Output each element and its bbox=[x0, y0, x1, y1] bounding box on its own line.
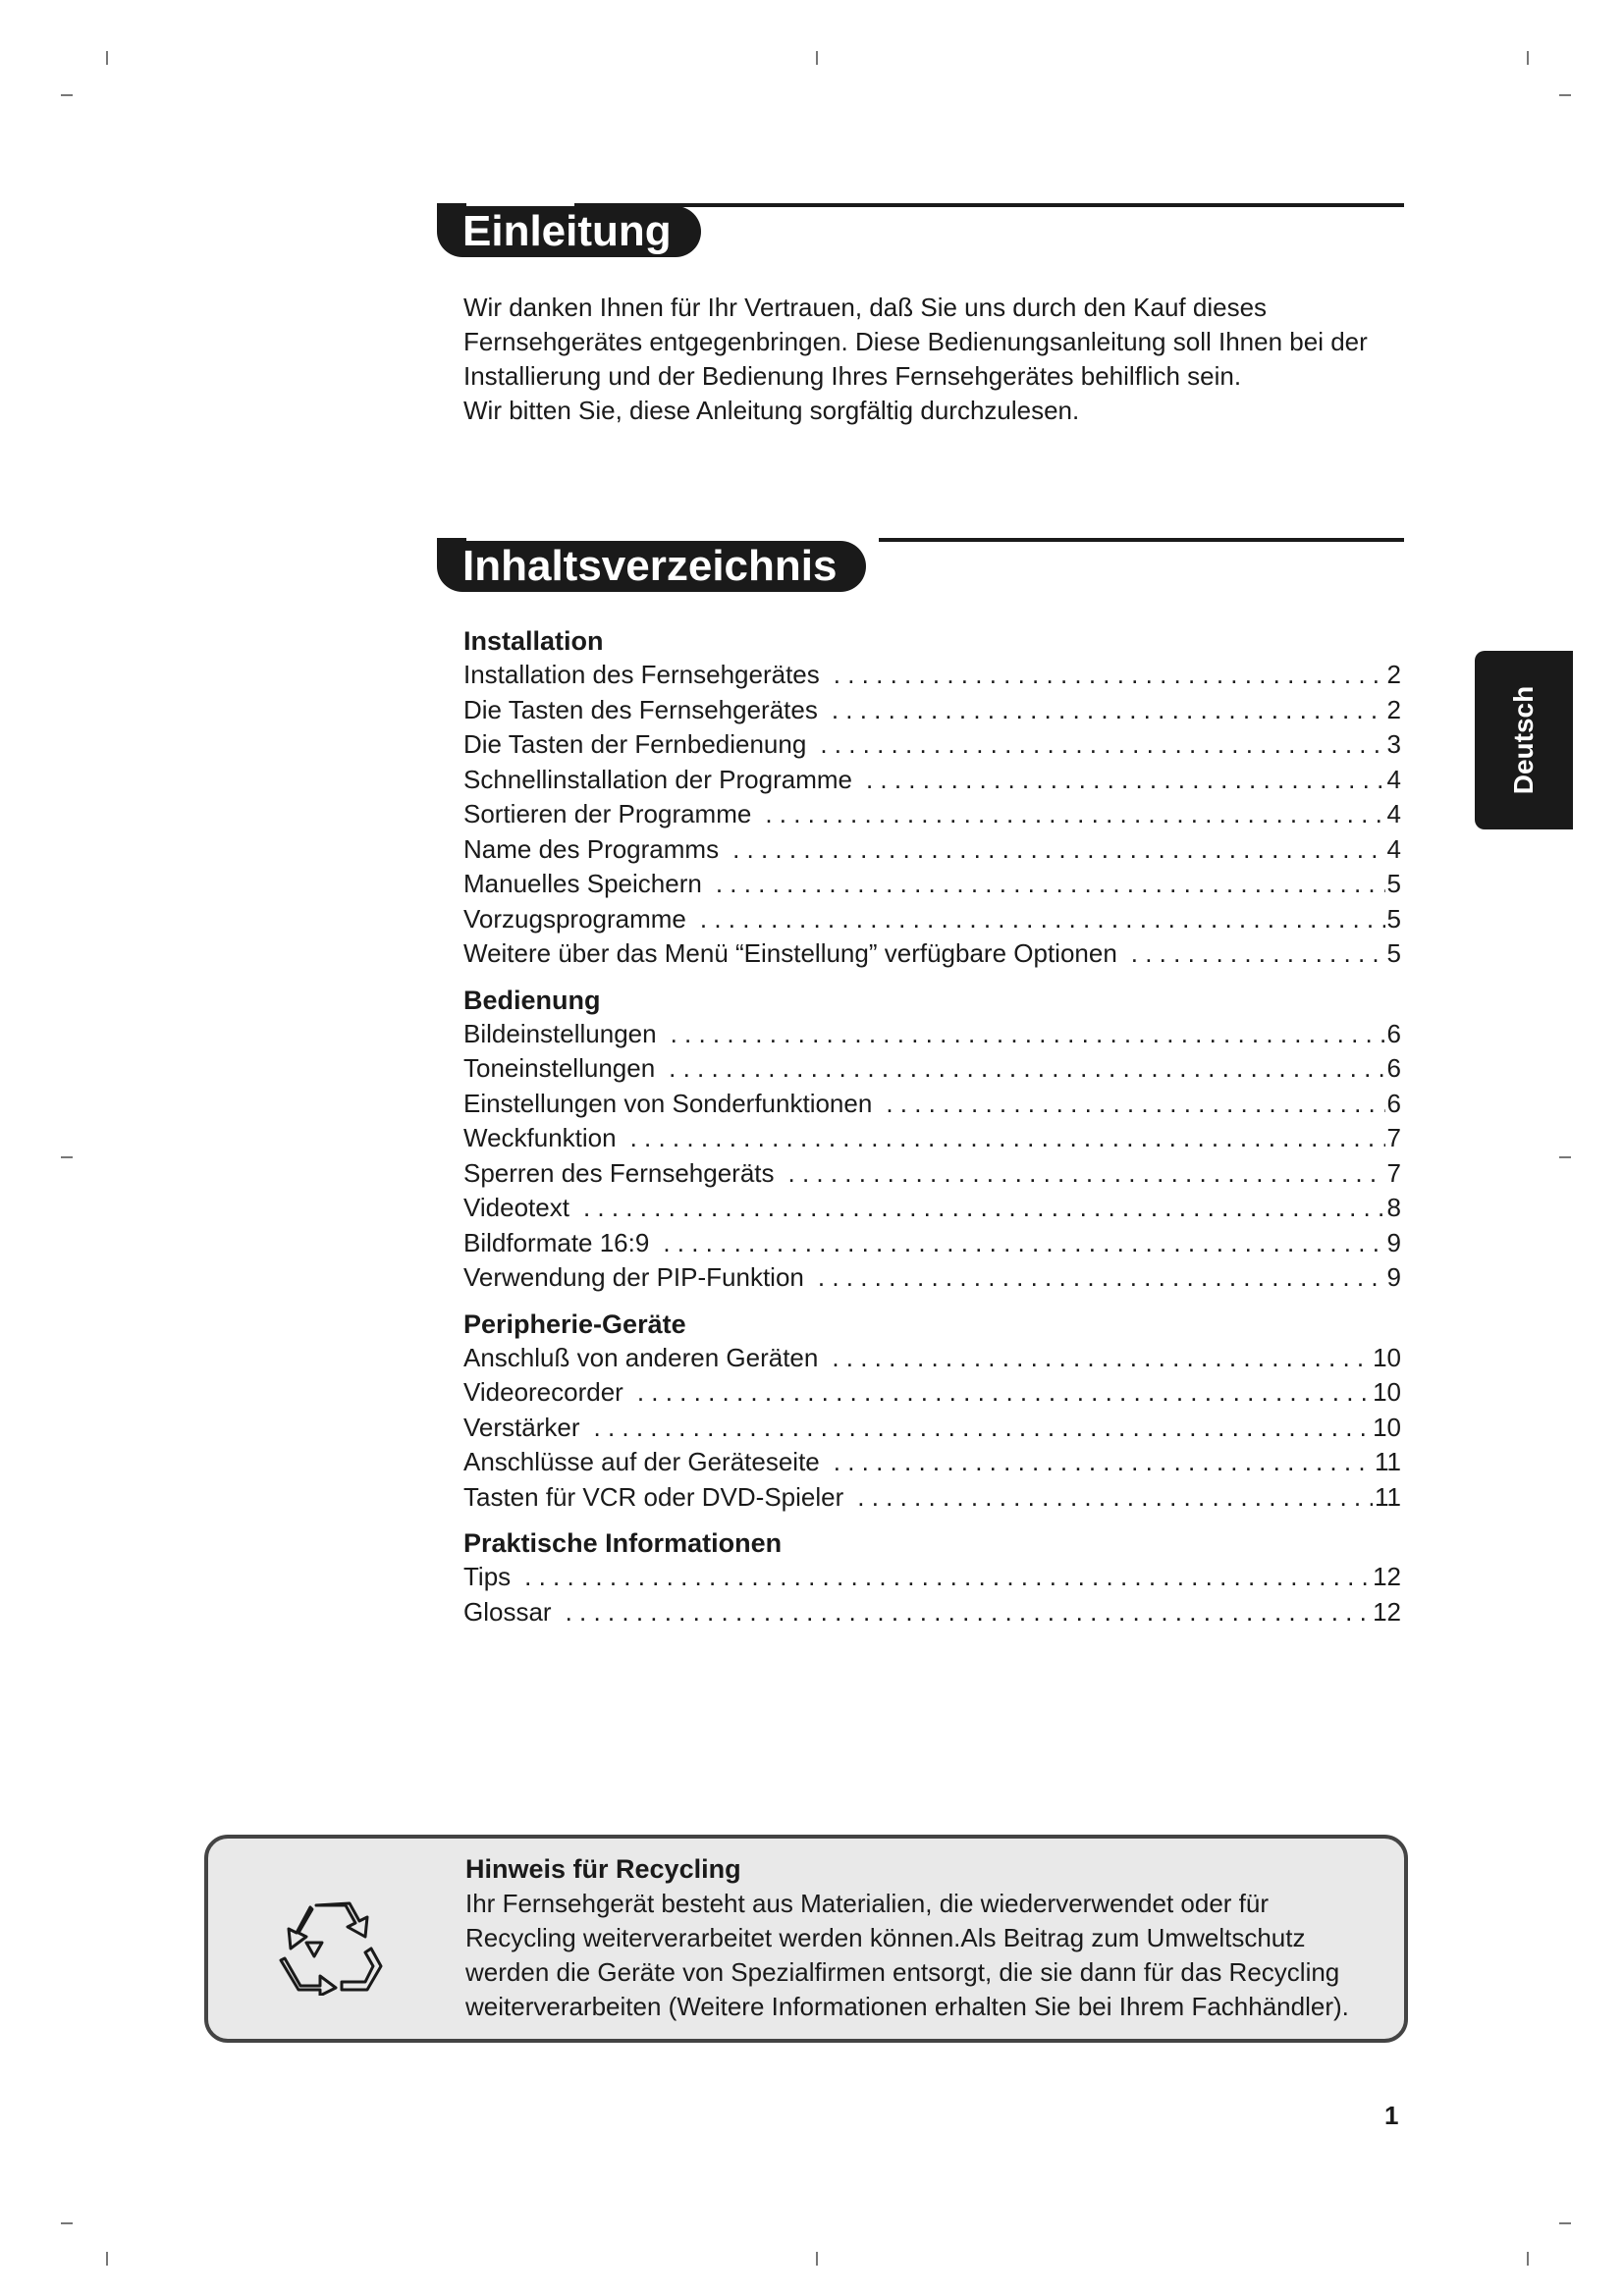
toc-entry-text: Verstärker bbox=[463, 1412, 580, 1442]
toc-entry bbox=[463, 1445, 1401, 1480]
toc-entry-text: Anschlüsse auf der Geräteseite bbox=[463, 1447, 820, 1476]
toc-entry bbox=[463, 1051, 1401, 1087]
intro-heading bbox=[437, 203, 1404, 262]
toc-entry-text: Weckfunktion bbox=[463, 1123, 617, 1152]
toc-entry bbox=[463, 1411, 1401, 1446]
toc-entry-page: 9 bbox=[1386, 1262, 1401, 1292]
toc-heading bbox=[437, 538, 1404, 597]
toc-leader-dots bbox=[818, 1260, 1385, 1296]
toc-leader-dots bbox=[834, 658, 1385, 693]
toc-entry-page: 12 bbox=[1373, 1562, 1401, 1591]
toc-entry-text: Toneinstellungen bbox=[463, 1053, 656, 1083]
recycling-notice bbox=[204, 1835, 1408, 2043]
crop-mark bbox=[61, 2222, 73, 2224]
toc-leader-dots bbox=[700, 902, 1385, 937]
toc-entry-text: Einstellungen von Sonderfunktionen bbox=[463, 1088, 873, 1118]
recycling-body bbox=[465, 1887, 1398, 2024]
recycling-title: Hinweis für Recycling bbox=[465, 1854, 741, 1884]
toc-entry bbox=[463, 658, 1401, 693]
toc-entry-text: Vorzugsprogramme bbox=[463, 903, 686, 934]
toc-entry-page: 4 bbox=[1386, 764, 1401, 794]
toc-entry-page: 7 bbox=[1386, 1157, 1401, 1188]
toc-entry-text: Manuelles Speichern bbox=[463, 869, 702, 898]
toc-entry-text: Verwendung der PIP-Funktion bbox=[463, 1262, 804, 1292]
intro-line: Wir bitten Sie, diese Anleitung sorgfältig durchzulesen. bbox=[463, 396, 1080, 425]
toc-entry-page: 11 bbox=[1375, 1447, 1401, 1476]
toc-entry-text: Tips bbox=[463, 1562, 512, 1591]
table-of-contents bbox=[463, 624, 1401, 1629]
toc-leader-dots bbox=[832, 1341, 1371, 1376]
recycling-line: Ihr Fernsehgerät besteht aus Materialien, die wiederverwendet oder für bbox=[465, 1889, 1269, 1918]
toc-leader-dots bbox=[566, 1595, 1372, 1630]
toc-leader-dots bbox=[583, 1191, 1385, 1226]
toc-leader-dots bbox=[765, 797, 1384, 832]
toc-entry bbox=[463, 902, 1401, 937]
toc-entry-text: Videorecorder bbox=[463, 1377, 623, 1407]
toc-entry-text: Glossar bbox=[463, 1596, 552, 1627]
toc-leader-dots bbox=[866, 763, 1385, 798]
toc-entry-page: 4 bbox=[1386, 799, 1401, 828]
intro-line: Fernsehgerätes entgegenbringen. Diese Bedienungsanleitung soll Ihnen bei der bbox=[463, 327, 1368, 356]
toc-leader-dots bbox=[834, 1445, 1373, 1480]
toc-leader-dots bbox=[788, 1156, 1385, 1192]
toc-leader-dots bbox=[857, 1480, 1373, 1516]
intro-line: Wir danken Ihnen für Ihr Vertrauen, daß Sie uns durch den Kauf dieses bbox=[463, 293, 1268, 322]
toc-entry-page: 4 bbox=[1386, 833, 1401, 864]
recycle-icon bbox=[277, 1897, 385, 1996]
toc-entry-page: 11 bbox=[1375, 1481, 1401, 1512]
toc-entry-text: Sortieren der Programme bbox=[463, 799, 752, 828]
toc-entry-text: Bildeinstellungen bbox=[463, 1018, 657, 1048]
toc-entry-page: 5 bbox=[1386, 938, 1401, 968]
toc-entry bbox=[463, 763, 1401, 798]
toc-entry-text: Videotext bbox=[463, 1193, 569, 1222]
toc-leader-dots bbox=[524, 1560, 1371, 1595]
recycling-text bbox=[465, 1852, 1398, 2024]
toc-entry-page: 2 bbox=[1386, 660, 1401, 689]
toc-entry-text: Name des Programms bbox=[463, 833, 720, 864]
toc-leader-dots bbox=[630, 1121, 1385, 1156]
toc-entry bbox=[463, 936, 1401, 972]
toc-entry-page: 10 bbox=[1373, 1377, 1401, 1407]
toc-entry bbox=[463, 727, 1401, 763]
toc-entry bbox=[463, 1156, 1401, 1192]
toc-entry-page: 6 bbox=[1386, 1088, 1401, 1118]
toc-entry bbox=[463, 693, 1401, 728]
toc-entry-page: 9 bbox=[1386, 1227, 1401, 1257]
recycling-line: werden die Geräte von Spezialfirmen entsorgt, die sie dann für das Recycling bbox=[465, 1957, 1340, 1987]
toc-entry-page: 7 bbox=[1386, 1123, 1401, 1152]
toc-entry-page: 3 bbox=[1386, 729, 1401, 759]
toc-entry bbox=[463, 1226, 1401, 1261]
heading-rule bbox=[879, 538, 1404, 542]
toc-entry-text: Weitere über das Menü “Einstellung” verfügbare Optionen bbox=[463, 938, 1117, 968]
toc-entry bbox=[463, 1087, 1401, 1122]
toc-leader-dots bbox=[669, 1051, 1384, 1087]
toc-leader-dots bbox=[732, 832, 1384, 868]
toc-leader-dots bbox=[716, 867, 1385, 902]
crop-mark bbox=[106, 51, 108, 65]
page-number: 1 bbox=[1384, 2101, 1399, 2130]
toc-leader-dots bbox=[671, 1017, 1385, 1052]
toc-entry bbox=[463, 1560, 1401, 1595]
crop-mark bbox=[1527, 2252, 1529, 2266]
crop-mark bbox=[61, 1156, 73, 1158]
toc-entry bbox=[463, 1121, 1401, 1156]
toc-entry-text: Anschluß von anderen Geräten bbox=[463, 1342, 819, 1372]
toc-entry-text: Installation des Fernsehgerätes bbox=[463, 660, 820, 689]
recycling-line: weiterverarbeiten (Weitere Informationen erhalten Sie bei Ihrem Fachhändler). bbox=[465, 1992, 1349, 2021]
toc-entry bbox=[463, 1375, 1401, 1411]
crop-mark bbox=[816, 2252, 818, 2266]
toc-entry bbox=[463, 1341, 1401, 1376]
crop-mark bbox=[1527, 51, 1529, 65]
language-tab-label: Deutsch bbox=[1508, 685, 1539, 795]
toc-entry bbox=[463, 867, 1401, 902]
toc-leader-dots bbox=[886, 1087, 1384, 1122]
toc-entry bbox=[463, 1480, 1401, 1516]
toc-leader-dots bbox=[594, 1411, 1372, 1446]
crop-mark bbox=[1559, 2222, 1571, 2224]
toc-entry-page: 6 bbox=[1386, 1018, 1401, 1048]
toc-leader-dots bbox=[637, 1375, 1371, 1411]
toc-entry bbox=[463, 832, 1401, 868]
toc-group-title: Installation bbox=[463, 626, 604, 656]
recycling-line: Recycling weiterverarbeitet werden können.Als Beitrag zum Umweltschutz bbox=[465, 1923, 1306, 1952]
toc-entry-page: 5 bbox=[1386, 869, 1401, 898]
toc-leader-dots bbox=[663, 1226, 1384, 1261]
intro-title: Einleitung bbox=[437, 206, 701, 257]
crop-mark bbox=[1559, 94, 1571, 96]
toc-group-title: Bedienung bbox=[463, 985, 601, 1015]
toc-entry-page: 5 bbox=[1386, 903, 1401, 934]
toc-leader-dots bbox=[832, 693, 1385, 728]
heading-rule bbox=[574, 203, 1404, 207]
toc-entry-text: Die Tasten des Fernsehgerätes bbox=[463, 694, 818, 724]
toc-entry-page: 6 bbox=[1386, 1053, 1401, 1083]
toc-entry-text: Bildformate 16:9 bbox=[463, 1227, 650, 1257]
toc-entry bbox=[463, 1595, 1401, 1630]
toc-entry-page: 8 bbox=[1386, 1193, 1401, 1222]
toc-leader-dots bbox=[1131, 936, 1385, 972]
toc-entry-text: Die Tasten der Fernbedienung bbox=[463, 729, 807, 759]
toc-title: Inhaltsverzeichnis bbox=[437, 541, 866, 592]
toc-entry bbox=[463, 1017, 1401, 1052]
toc-entry-page: 2 bbox=[1386, 694, 1401, 724]
toc-entry bbox=[463, 1260, 1401, 1296]
toc-entry-page: 10 bbox=[1373, 1342, 1401, 1372]
crop-mark bbox=[1559, 1156, 1571, 1158]
toc-entry bbox=[463, 1191, 1401, 1226]
toc-entry-page: 12 bbox=[1373, 1596, 1401, 1627]
toc-entry bbox=[463, 797, 1401, 832]
toc-group-title: Peripherie-Geräte bbox=[463, 1308, 686, 1339]
crop-mark bbox=[816, 51, 818, 65]
toc-leader-dots bbox=[820, 727, 1384, 763]
intro-paragraph bbox=[463, 291, 1377, 428]
toc-entry-text: Schnellinstallation der Programme bbox=[463, 764, 852, 794]
language-tab bbox=[1475, 651, 1573, 829]
intro-line: Installierung und der Bedienung Ihres Fernsehgerätes behilflich sein. bbox=[463, 361, 1242, 391]
crop-mark bbox=[61, 94, 73, 96]
toc-entry-text: Sperren des Fernsehgeräts bbox=[463, 1157, 775, 1188]
crop-mark bbox=[106, 2252, 108, 2266]
toc-entry-page: 10 bbox=[1373, 1412, 1401, 1442]
toc-group-title: Praktische Informationen bbox=[463, 1528, 783, 1558]
toc-entry-text: Tasten für VCR oder DVD-Spieler bbox=[463, 1481, 844, 1512]
